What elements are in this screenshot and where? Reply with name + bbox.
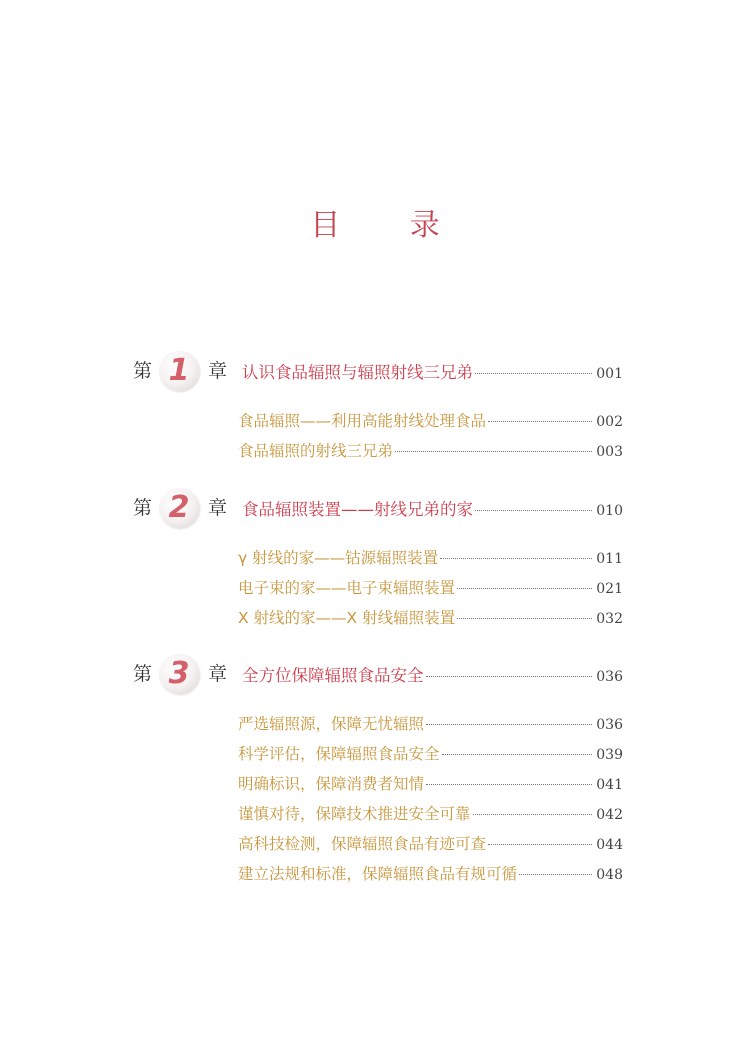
toc-entry[interactable] <box>238 606 623 636</box>
toc-entry[interactable] <box>238 802 623 832</box>
chapter-1 <box>133 351 623 469</box>
chapter-suffix: 章 <box>208 497 228 519</box>
dot-leader <box>440 558 592 559</box>
chapter-suffix: 章 <box>208 360 228 382</box>
section-title: 电子束的家——电子束辐照装置 <box>238 579 456 597</box>
dot-leader <box>488 421 592 422</box>
page-number: 042 <box>596 807 623 823</box>
page-number: 036 <box>596 669 623 685</box>
chapter-title: 全方位保障辐照食品安全 <box>242 666 424 685</box>
section-title: X 射线的家——X 射线辐照装置 <box>238 609 456 627</box>
dot-leader <box>473 814 593 815</box>
section-title: 严选辐照源，保障无忧辐照 <box>238 715 425 733</box>
toc-entry[interactable] <box>238 742 623 772</box>
section-title: 食品辐照的射线三兄弟 <box>238 442 394 460</box>
chapter-number: 3 <box>168 656 190 691</box>
chapter-2 <box>133 488 623 636</box>
chapter-suffix: 章 <box>208 663 228 685</box>
chapter-title: 食品辐照装置——射线兄弟的家 <box>242 500 473 519</box>
toc-entry[interactable] <box>238 546 623 576</box>
chapter-number: 2 <box>168 490 190 525</box>
toc-entry[interactable] <box>238 576 623 606</box>
toc-entry[interactable] <box>238 409 623 439</box>
dot-leader <box>457 588 592 589</box>
dot-leader <box>426 724 592 725</box>
section-title: γ 射线的家——钴源辐照装置 <box>238 549 439 567</box>
page-number: 003 <box>596 444 623 460</box>
chapter-title: 认识食品辐照与辐照射线三兄弟 <box>242 363 473 382</box>
page-number: 002 <box>596 414 623 430</box>
section-list <box>133 409 623 469</box>
page-number: 048 <box>596 867 623 883</box>
section-title: 高科技检测，保障辐照食品有迹可查 <box>238 835 487 853</box>
section-title: 明确标识，保障消费者知情 <box>238 775 425 793</box>
dot-leader <box>457 618 592 619</box>
dot-leader <box>475 373 592 374</box>
page-number: 032 <box>596 611 623 627</box>
toc-entry[interactable] <box>238 772 623 802</box>
page-number: 039 <box>596 747 623 763</box>
chapter-prefix: 第 <box>133 497 153 519</box>
chapter-3 <box>133 654 623 892</box>
dot-leader <box>519 874 592 875</box>
dot-leader <box>395 451 592 452</box>
dot-leader <box>426 676 593 677</box>
page-number: 041 <box>596 777 623 793</box>
section-title: 谨慎对待，保障技术推进安全可靠 <box>238 805 471 823</box>
page-number: 001 <box>596 366 623 382</box>
section-title: 食品辐照——利用高能射线处理食品 <box>238 412 487 430</box>
toc-entry[interactable] <box>238 862 623 892</box>
chapter-heading[interactable] <box>133 351 623 391</box>
page-title: 目 录 <box>310 208 470 243</box>
dot-leader <box>426 784 592 785</box>
page-number: 044 <box>596 837 623 853</box>
page-number: 021 <box>596 581 623 597</box>
chapter-number-badge <box>159 351 199 391</box>
toc-entry[interactable] <box>238 439 623 469</box>
page-number: 011 <box>596 551 623 567</box>
chapter-number-badge <box>159 488 199 528</box>
dot-leader <box>488 844 592 845</box>
section-list <box>133 712 623 892</box>
page-number: 036 <box>596 717 623 733</box>
page-number: 010 <box>596 503 623 519</box>
chapter-prefix: 第 <box>133 360 153 382</box>
chapter-number-badge <box>159 654 199 694</box>
toc-entry[interactable] <box>238 712 623 742</box>
section-list <box>133 546 623 636</box>
section-title: 建立法规和标准，保障辐照食品有规可循 <box>238 865 518 883</box>
chapter-heading[interactable] <box>133 488 623 528</box>
dot-leader <box>442 754 593 755</box>
toc-entry[interactable] <box>238 832 623 862</box>
chapter-number: 1 <box>168 353 190 388</box>
chapter-prefix: 第 <box>133 663 153 685</box>
dot-leader <box>475 510 592 511</box>
chapter-heading[interactable] <box>133 654 623 694</box>
section-title: 科学评估，保障辐照食品安全 <box>238 745 440 763</box>
